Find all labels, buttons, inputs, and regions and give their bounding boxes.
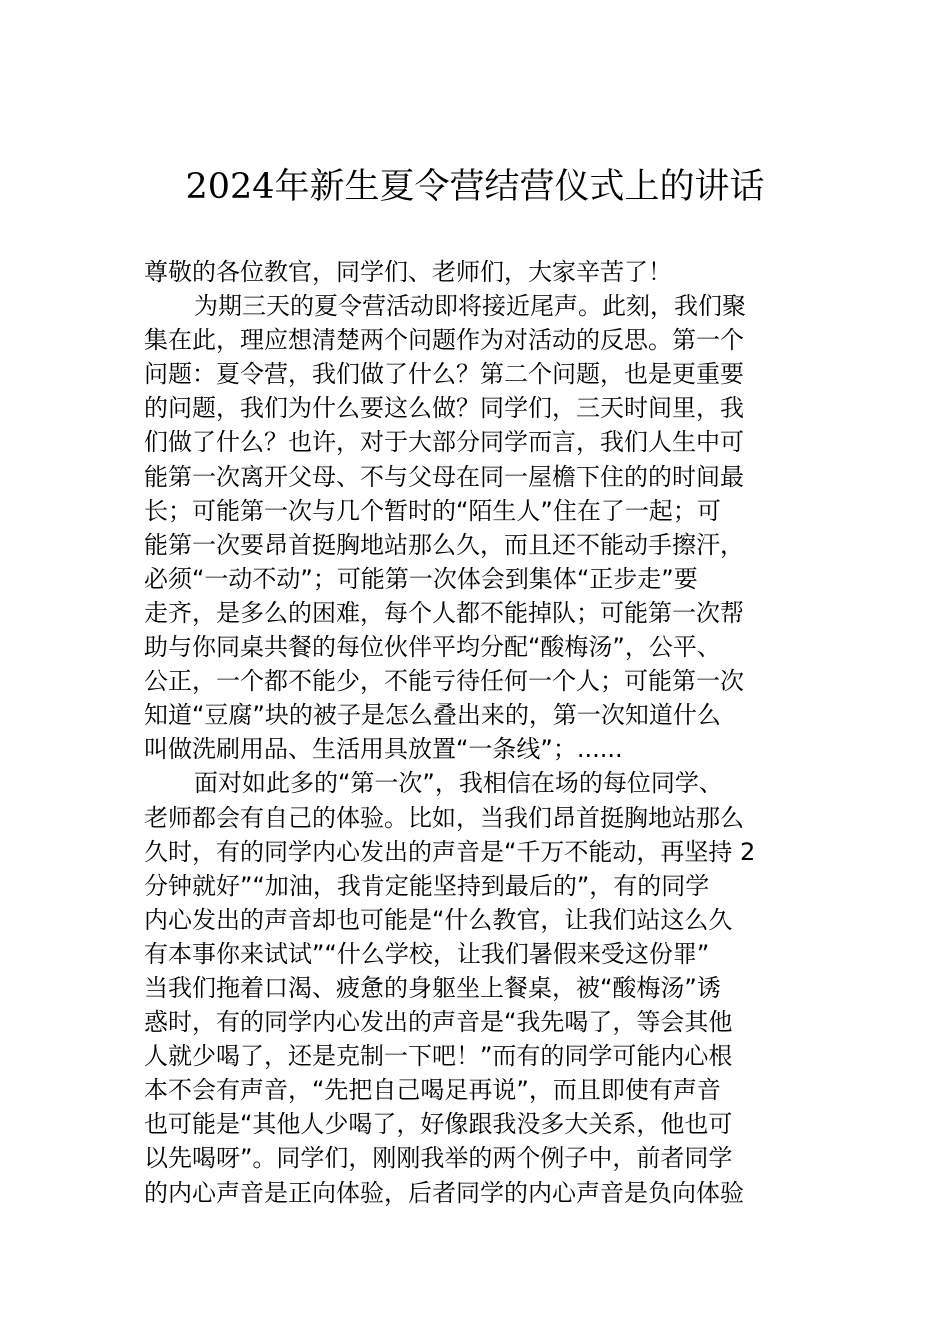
paragraph-1-line: 走齐，是多么的困难，每个人都不能掉队；可能第一次帮 [144,598,744,627]
paragraph-1-line: 问题：夏令营，我们做了什么？第二个问题，也是更重要 [144,360,744,389]
paragraph-1-line: 公正，一个都不能少，不能亏待任何一个人；可能第一次 [144,667,744,696]
paragraph-2-line: 面对如此多的“第一次”，我相信在场的每位同学、 [194,769,723,798]
paragraph-2-line: 惑时，有的同学内心发出的声音是“我先喝了，等会其他 [144,1008,733,1037]
paragraph-1-line: 叫做洗刷用品、生活用具放置“一条线”；...... [144,735,623,764]
document-body [144,255,814,1210]
paragraph-1-line: 为期三天的夏令营活动即将接近尾声。此刻，我们聚 [194,292,746,321]
salutation-line: 尊敬的各位教官，同学们、老师们，大家辛苦了！ [144,258,672,286]
paragraph-2-line: 当我们拖着口渴、疲惫的身躯坐上餐桌，被“酸梅汤”诱 [144,973,721,1002]
paragraph-1-line: 们做了什么？也许，对于大部分同学而言，我们人生中可 [144,428,744,457]
paragraph-1-line: 助与你同桌共餐的每位伙伴平均分配“酸梅汤”，公平、 [144,633,721,662]
paragraph-1-line: 能第一次离开父母、不与父母在同一屋檐下住的的时间最 [144,462,744,491]
document-title: 2024年新生夏令营结营仪式上的讲话 [185,167,765,207]
paragraph-2-line: 老师都会有自己的体验。比如，当我们昂首挺胸地站那么 [144,803,744,832]
paragraph-2-line: 本不会有声音，“先把自己喝足再说”，而且即使有声音 [144,1076,721,1105]
paragraph-1-line: 必须“一动不动”；可能第一次体会到集体“正步走”要 [144,564,698,593]
paragraph-2-line: 也可能是“其他人少喝了，好像跟我没多大关系，他也可 [144,1110,733,1139]
paragraph-2-line: 以先喝呀”。同学们，刚刚我举的两个例子中，前者同学 [144,1144,733,1173]
paragraph-2-line: 内心发出的声音却也可能是“什么教官，让我们站这么久 [144,905,733,934]
paragraph-1-line: 的问题，我们为什么要这么做？同学们，三天时间里，我 [144,394,744,423]
paragraph-1-line: 知道“豆腐”块的被子是怎么叠出来的，第一次知道什么 [144,701,721,730]
paragraph-1-line: 能第一次要昂首挺胸地站那么久，而且还不能动手擦汗， [144,530,744,559]
paragraph-2-line: 久时，有的同学内心发出的声音是“千万不能动，再坚持 2 [144,837,756,866]
paragraph-2-line: 的内心声音是正向体验，后者同学的内心声音是负向体验 [144,1178,744,1207]
paragraph-2-line: 人就少喝了，还是克制一下吧！”而有的同学可能内心根 [144,1042,733,1071]
paragraph-2-line: 有本事你来试试”“什么学校，让我们暑假来受这份罪” [144,939,710,968]
paragraph-2-line: 分钟就好”“加油，我肯定能坚持到最后的”，有的同学 [144,871,710,900]
paragraph-1-line: 长；可能第一次与几个暂时的“陌生人”住在了一起；可 [144,496,721,525]
paragraph-1-line: 集在此，理应想清楚两个问题作为对活动的反思。第一个 [144,326,744,355]
